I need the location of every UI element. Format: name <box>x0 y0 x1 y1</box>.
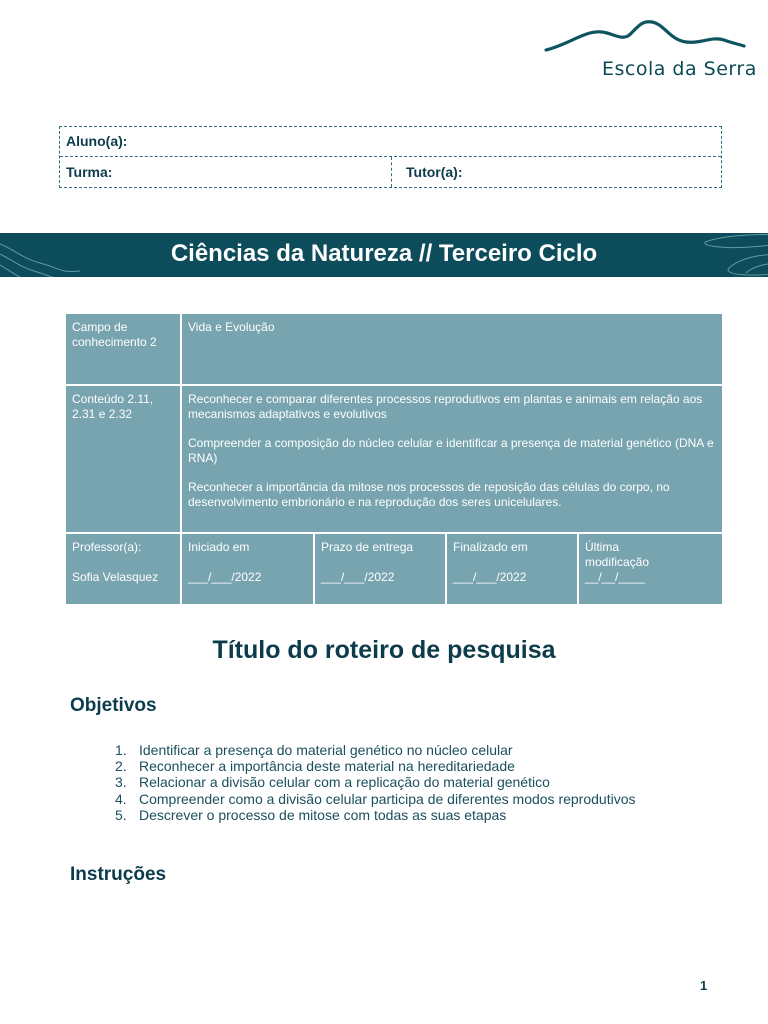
date-label: Finalizado em <box>453 540 528 554</box>
list-item: 3. Relacionar a divisão celular com a replicação do material genético <box>115 774 550 791</box>
list-item: 2. Reconhecer a importância deste material na hereditariedade <box>115 758 515 775</box>
instructions-heading: Instruções <box>70 864 167 885</box>
subject-banner <box>0 233 768 277</box>
objectives-heading: Objetivos <box>70 695 157 716</box>
content-label-cell: Conteúdo 2.11, 2.31 e 2.32 <box>65 385 181 533</box>
date-value: ___/___/2022 <box>188 570 262 584</box>
teacher-name: Sofia Velasquez <box>72 570 159 584</box>
field-value-cell: Vida e Evolução <box>181 313 723 385</box>
class-label: Turma: <box>66 164 113 180</box>
content-item: Reconhecer e comparar diferentes processos reprodutivos em plantas e animais em relação aos mecanismos adaptativos e evolutivos <box>188 392 703 421</box>
list-item: 1. Identificar a presença do material genético no núcleo celular <box>115 742 513 758</box>
table-row <box>65 533 723 605</box>
subject-title: Ciências da Natureza // Terceiro Ciclo <box>170 240 598 267</box>
info-divider <box>391 157 392 187</box>
student-label: Aluno(a): <box>66 133 128 149</box>
start-date-cell <box>181 533 314 605</box>
list-item: 5. Descrever o processo de mitose com todas as suas etapas <box>115 806 507 823</box>
logo-wordmark: Escola da Serra <box>602 58 757 80</box>
list-item: 4. Compreender como a divisão celular participa de diferentes modos reprodutivos <box>115 790 636 807</box>
date-value: ___/___/2022 <box>453 570 527 584</box>
last-modified-cell <box>578 533 723 605</box>
due-date-cell <box>314 533 446 605</box>
content-item: Reconhecer a importância da mitose nos processos de reposição das células do corpo, no desenvolvimento embrionário e na reprodução dos seres unicelulares. <box>188 480 670 509</box>
teacher-cell <box>65 533 181 605</box>
document-title: Título do roteiro de pesquisa <box>212 636 556 664</box>
date-value: ___/___/2022 <box>321 570 395 584</box>
finish-date-cell <box>446 533 578 605</box>
activity-info-table <box>64 312 724 606</box>
objectives-list <box>70 742 635 823</box>
school-logo <box>540 14 757 84</box>
mountain-logo-icon <box>540 14 750 59</box>
date-label: Prazo de entrega <box>321 540 414 554</box>
content-item: Compreender a composição do núcleo celular e identificar a presença de material genético (DNA e RNA) <box>188 436 714 465</box>
page-number: 1 <box>700 978 708 993</box>
date-label: Iniciado em <box>188 540 250 554</box>
table-row <box>65 313 723 385</box>
field-label-cell: Campo de conhecimento 2 <box>65 313 181 385</box>
content-value-cell <box>181 385 723 533</box>
date-label: Última modificação <box>585 540 650 569</box>
table-row <box>65 385 723 533</box>
student-info-box <box>59 126 722 188</box>
teacher-label: Professor(a): <box>72 540 142 554</box>
date-value: __/__/____ <box>585 570 646 584</box>
tutor-label: Tutor(a): <box>406 164 463 180</box>
student-row <box>60 127 721 157</box>
